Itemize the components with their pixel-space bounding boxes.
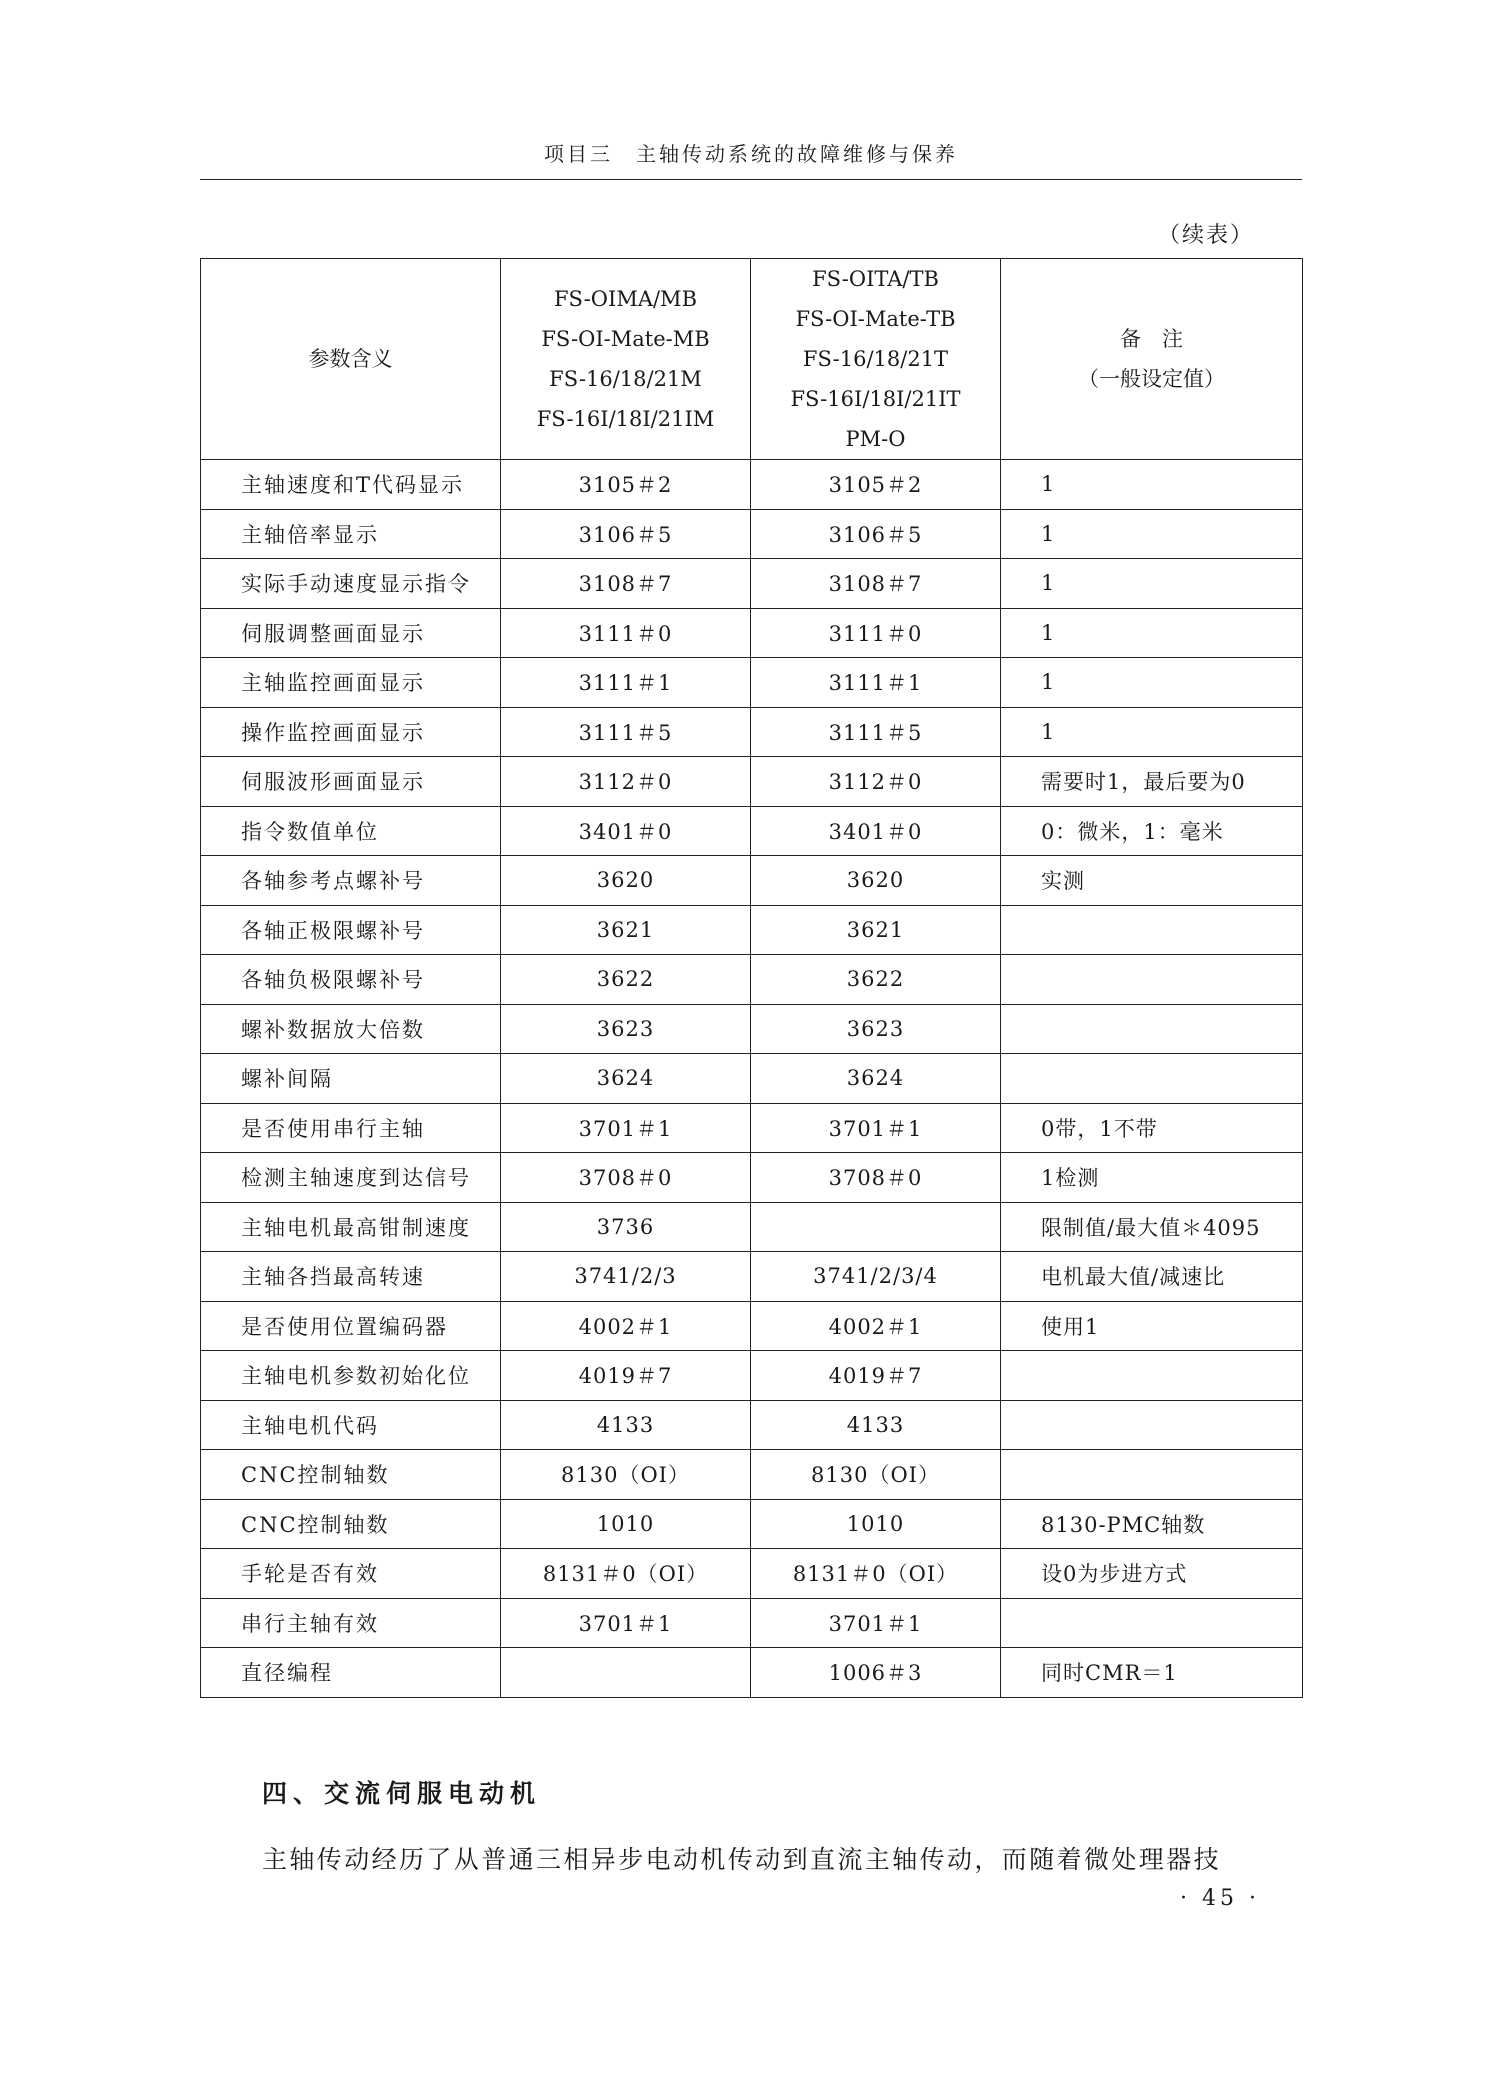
header-line: FS-OI-Mate-MB: [541, 327, 710, 351]
cell-remarks: 1: [1001, 559, 1303, 609]
cell-series-m: 3111＃5: [501, 707, 751, 757]
cell-parameter-meaning: 检测主轴速度到达信号: [201, 1153, 501, 1203]
cell-remarks: [1001, 1351, 1303, 1401]
cell-series-t: 4002＃1: [751, 1301, 1001, 1351]
header-line: FS-16/18/21T: [802, 347, 949, 371]
cell-parameter-meaning: 直径编程: [201, 1648, 501, 1698]
cell-parameter-meaning: 实际手动速度显示指令: [201, 559, 501, 609]
cell-series-m: [501, 1648, 751, 1698]
cell-remarks: [1001, 1450, 1303, 1500]
cell-series-m: 8131＃0（OI）: [501, 1549, 751, 1599]
cell-series-t: 3111＃5: [751, 707, 1001, 757]
body-paragraph: 主轴传动经历了从普通三相异步电动机传动到直流主轴传动，而随着微处理器技: [262, 1845, 1222, 1874]
table-row: [201, 1103, 1303, 1153]
cell-series-m: 1010: [501, 1499, 751, 1549]
table-row: [201, 608, 1303, 658]
cell-parameter-meaning: 各轴参考点螺补号: [201, 856, 501, 906]
cell-series-t: 4133: [751, 1400, 1001, 1450]
cell-parameter-meaning: 主轴电机最高钳制速度: [201, 1202, 501, 1252]
cell-remarks: [1001, 1004, 1303, 1054]
table-row: [201, 955, 1303, 1005]
table-row: [201, 460, 1303, 510]
table-row: [201, 1499, 1303, 1549]
cell-series-m: 3108＃7: [501, 559, 751, 609]
cell-parameter-meaning: CNC控制轴数: [201, 1450, 501, 1500]
cell-series-t: 3741/2/3/4: [751, 1252, 1001, 1302]
cell-series-m: 3624: [501, 1054, 751, 1104]
cell-series-t: [751, 1202, 1001, 1252]
table-row: [201, 1648, 1303, 1698]
cell-series-m: 3701＃1: [501, 1103, 751, 1153]
table-row: [201, 1301, 1303, 1351]
cell-series-t: 3624: [751, 1054, 1001, 1104]
cell-series-m: 3620: [501, 856, 751, 906]
cell-series-t: 3622: [751, 955, 1001, 1005]
cell-remarks: 1: [1001, 509, 1303, 559]
cell-series-m: 3111＃1: [501, 658, 751, 708]
cell-parameter-meaning: 螺补数据放大倍数: [201, 1004, 501, 1054]
header-row: [201, 259, 1303, 460]
cell-series-t: 3623: [751, 1004, 1001, 1054]
cell-parameter-meaning: 主轴各挡最高转速: [201, 1252, 501, 1302]
cell-series-m: 3701＃1: [501, 1598, 751, 1648]
header-series-m: [501, 259, 751, 460]
table-row: [201, 559, 1303, 609]
section-heading: 四、交流伺服电动机: [262, 1779, 542, 1808]
cell-series-m: 3106＃5: [501, 509, 751, 559]
table-row: [201, 658, 1303, 708]
cell-remarks: 1: [1001, 707, 1303, 757]
cell-series-t: 3620: [751, 856, 1001, 906]
cell-parameter-meaning: 主轴监控画面显示: [201, 658, 501, 708]
parameter-table: [200, 258, 1303, 1698]
cell-remarks: 1: [1001, 460, 1303, 510]
cell-series-t: 3708＃0: [751, 1153, 1001, 1203]
cell-parameter-meaning: 主轴倍率显示: [201, 509, 501, 559]
table-row: [201, 1153, 1303, 1203]
cell-series-m: 4019＃7: [501, 1351, 751, 1401]
cell-parameter-meaning: 是否使用位置编码器: [201, 1301, 501, 1351]
cell-series-m: 3111＃0: [501, 608, 751, 658]
table-row: [201, 1549, 1303, 1599]
cell-series-m: 4002＃1: [501, 1301, 751, 1351]
header-line: 参数含义: [308, 347, 393, 371]
cell-parameter-meaning: 主轴电机代码: [201, 1400, 501, 1450]
cell-series-m: 3741/2/3: [501, 1252, 751, 1302]
continued-label: （续表）: [1157, 223, 1254, 248]
header-line: 备 注: [1120, 327, 1183, 351]
table-row: [201, 757, 1303, 807]
table-row: [201, 1202, 1303, 1252]
cell-series-t: 3701＃1: [751, 1598, 1001, 1648]
cell-remarks: 实测: [1001, 856, 1303, 906]
cell-remarks: 1检测: [1001, 1153, 1303, 1203]
table-row: [201, 1252, 1303, 1302]
cell-series-m: 3622: [501, 955, 751, 1005]
cell-remarks: 8130-PMC轴数: [1001, 1499, 1303, 1549]
cell-series-t: 3112＃0: [751, 757, 1001, 807]
table-row: [201, 806, 1303, 856]
table-row: [201, 1054, 1303, 1104]
cell-series-m: 3105＃2: [501, 460, 751, 510]
cell-parameter-meaning: 手轮是否有效: [201, 1549, 501, 1599]
cell-remarks: 0带，1不带: [1001, 1103, 1303, 1153]
cell-series-t: 3701＃1: [751, 1103, 1001, 1153]
header-series-t: [751, 259, 1001, 460]
cell-series-t: 3106＃5: [751, 509, 1001, 559]
table-header: [201, 259, 1303, 460]
cell-remarks: 设0为步进方式: [1001, 1549, 1303, 1599]
cell-series-t: 3401＃0: [751, 806, 1001, 856]
cell-parameter-meaning: 操作监控画面显示: [201, 707, 501, 757]
table-row: [201, 1351, 1303, 1401]
cell-parameter-meaning: 螺补间隔: [201, 1054, 501, 1104]
header-line: FS-OI-Mate-TB: [795, 307, 956, 331]
cell-parameter-meaning: 伺服调整画面显示: [201, 608, 501, 658]
header-line: FS-16I/18I/21IT: [790, 387, 961, 411]
cell-remarks: 0：微米，1：毫米: [1001, 806, 1303, 856]
running-header: 项目三 主轴传动系统的故障维修与保养: [544, 142, 958, 166]
cell-remarks: [1001, 1054, 1303, 1104]
cell-parameter-meaning: 伺服波形画面显示: [201, 757, 501, 807]
cell-series-t: 8130（OI）: [751, 1450, 1001, 1500]
cell-remarks: [1001, 1400, 1303, 1450]
cell-series-m: 8130（OI）: [501, 1450, 751, 1500]
header-rule: [200, 179, 1302, 180]
header-line: FS-16I/18I/21IM: [536, 407, 715, 431]
cell-remarks: [1001, 905, 1303, 955]
table-row: [201, 1598, 1303, 1648]
cell-parameter-meaning: 各轴正极限螺补号: [201, 905, 501, 955]
cell-parameter-meaning: 各轴负极限螺补号: [201, 955, 501, 1005]
cell-remarks: 需要时1，最后要为0: [1001, 757, 1303, 807]
header-parameter-meaning: [201, 259, 501, 460]
cell-parameter-meaning: 指令数值单位: [201, 806, 501, 856]
table-row: [201, 1004, 1303, 1054]
cell-remarks: [1001, 1598, 1303, 1648]
cell-series-t: 3105＃2: [751, 460, 1001, 510]
cell-parameter-meaning: CNC控制轴数: [201, 1499, 501, 1549]
cell-parameter-meaning: 是否使用串行主轴: [201, 1103, 501, 1153]
table-row: [201, 905, 1303, 955]
cell-series-t: 3621: [751, 905, 1001, 955]
cell-series-m: 3736: [501, 1202, 751, 1252]
header-line: FS-OIMA/MB: [553, 287, 697, 311]
cell-remarks: 电机最大值/减速比: [1001, 1252, 1303, 1302]
table-row: [201, 856, 1303, 906]
cell-series-m: 4133: [501, 1400, 751, 1450]
page-number: · 45 ·: [1180, 1886, 1260, 1911]
table-row: [201, 707, 1303, 757]
table-row: [201, 1400, 1303, 1450]
header-line: （一般设定值）: [1078, 367, 1225, 391]
cell-parameter-meaning: 主轴电机参数初始化位: [201, 1351, 501, 1401]
cell-series-m: 3708＃0: [501, 1153, 751, 1203]
cell-series-t: 1006＃3: [751, 1648, 1001, 1698]
cell-remarks: 限制值/最大值＊4095: [1001, 1202, 1303, 1252]
cell-series-t: 3111＃1: [751, 658, 1001, 708]
cell-series-m: 3621: [501, 905, 751, 955]
cell-remarks: 使用1: [1001, 1301, 1303, 1351]
header-line: FS-16/18/21M: [549, 367, 702, 391]
cell-series-m: 3112＃0: [501, 757, 751, 807]
table-body: [201, 460, 1303, 1698]
cell-series-t: 4019＃7: [751, 1351, 1001, 1401]
cell-remarks: 1: [1001, 658, 1303, 708]
cell-series-t: 8131＃0（OI）: [751, 1549, 1001, 1599]
table-row: [201, 509, 1303, 559]
header-remarks: [1001, 259, 1303, 460]
cell-series-t: 3108＃7: [751, 559, 1001, 609]
cell-remarks: 1: [1001, 608, 1303, 658]
cell-series-m: 3623: [501, 1004, 751, 1054]
cell-series-t: 3111＃0: [751, 608, 1001, 658]
cell-parameter-meaning: 主轴速度和T代码显示: [201, 460, 501, 510]
cell-parameter-meaning: 串行主轴有效: [201, 1598, 501, 1648]
header-line: FS-OITA/TB: [812, 267, 939, 291]
table-row: [201, 1450, 1303, 1500]
cell-series-t: 1010: [751, 1499, 1001, 1549]
cell-remarks: 同时CMR＝1: [1001, 1648, 1303, 1698]
cell-remarks: [1001, 955, 1303, 1005]
header-line: PM-O: [845, 427, 906, 451]
cell-series-m: 3401＃0: [501, 806, 751, 856]
